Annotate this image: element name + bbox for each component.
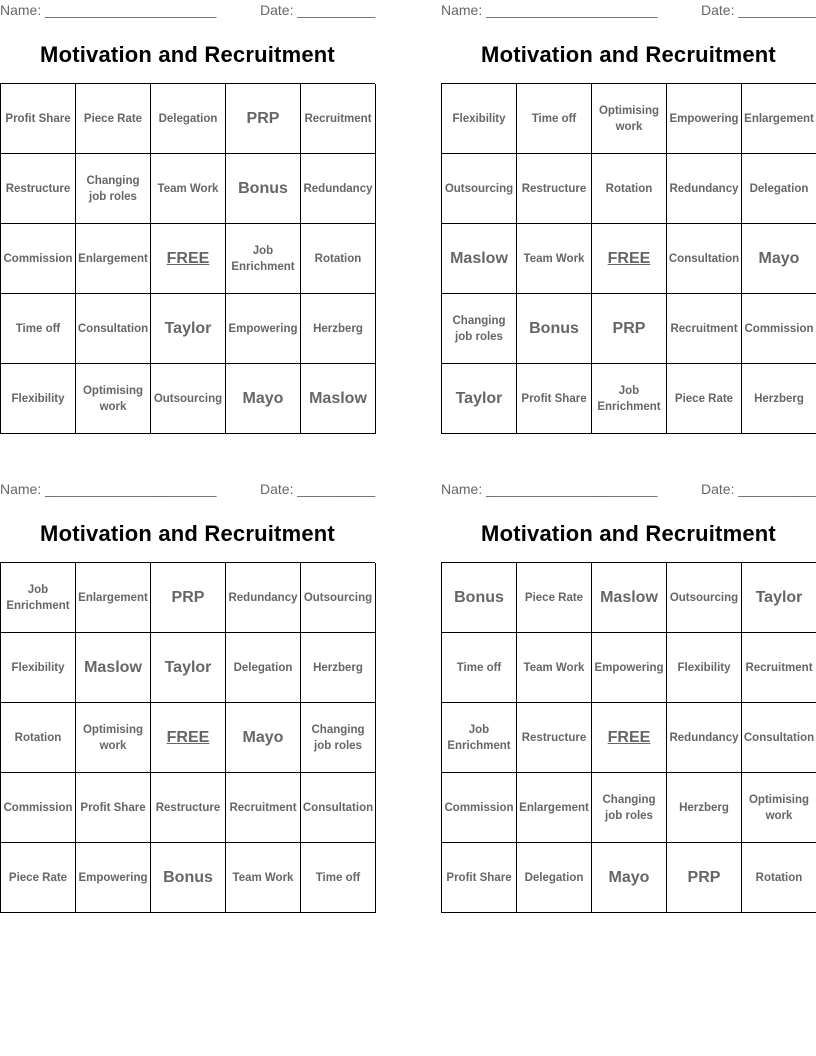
- bingo-cell: Piece Rate: [76, 84, 151, 154]
- bingo-cell: Optimising work: [742, 773, 816, 843]
- bingo-cell: Consultation: [667, 224, 742, 294]
- free-space-cell: FREE: [592, 703, 667, 773]
- bingo-cell: Enlargement: [517, 773, 592, 843]
- bingo-cell: Outsourcing: [442, 154, 517, 224]
- date-line: Date: __________: [260, 481, 376, 497]
- bingo-cell: Job Enrichment: [442, 703, 517, 773]
- free-space-cell: FREE: [592, 224, 667, 294]
- bingo-cell: Taylor: [151, 633, 226, 703]
- bingo-cell: Bonus: [151, 843, 226, 913]
- bingo-cell: Recruitment: [301, 84, 376, 154]
- bingo-cell: Time off: [517, 84, 592, 154]
- bingo-cell: Team Work: [517, 633, 592, 703]
- date-line: Date: __________: [701, 2, 816, 18]
- bingo-cell: Team Work: [226, 843, 301, 913]
- name-line: Name: ______________________: [0, 2, 217, 18]
- bingo-cell: Outsourcing: [301, 563, 376, 633]
- bingo-cell: Empowering: [667, 84, 742, 154]
- bingo-cell: Taylor: [442, 364, 517, 434]
- bingo-grid: [441, 83, 816, 434]
- bingo-cell: Flexibility: [1, 633, 76, 703]
- name-date-row: [441, 2, 816, 22]
- bingo-cell: Team Work: [151, 154, 226, 224]
- bingo-cell: Time off: [301, 843, 376, 913]
- bingo-cell: Delegation: [742, 154, 816, 224]
- bingo-cell: Recruitment: [667, 294, 742, 364]
- bingo-cell: Mayo: [226, 703, 301, 773]
- bingo-cell: Profit Share: [1, 84, 76, 154]
- bingo-cell: Enlargement: [76, 563, 151, 633]
- name-date-row: [0, 2, 375, 22]
- bingo-cell: Herzberg: [301, 633, 376, 703]
- bingo-cell: Restructure: [517, 154, 592, 224]
- bingo-cell: Profit Share: [442, 843, 517, 913]
- card-title: Motivation and Recruitment: [481, 521, 776, 546]
- bingo-cell: Time off: [442, 633, 517, 703]
- bingo-cell: Bonus: [517, 294, 592, 364]
- bingo-cell: Herzberg: [667, 773, 742, 843]
- bingo-cell: Recruitment: [742, 633, 816, 703]
- bingo-cell: PRP: [226, 84, 301, 154]
- bingo-grid: [0, 83, 375, 434]
- bingo-cell: Profit Share: [517, 364, 592, 434]
- bingo-cell: Outsourcing: [667, 563, 742, 633]
- bingo-cell: Taylor: [151, 294, 226, 364]
- bingo-cell: Piece Rate: [517, 563, 592, 633]
- bingo-cell: Redundancy: [226, 563, 301, 633]
- card-title: Motivation and Recruitment: [40, 521, 335, 546]
- bingo-cell: Flexibility: [442, 84, 517, 154]
- bingo-cell: Rotation: [742, 843, 816, 913]
- bingo-cell: Restructure: [517, 703, 592, 773]
- bingo-cell: PRP: [592, 294, 667, 364]
- bingo-cell: Delegation: [226, 633, 301, 703]
- bingo-cell: Flexibility: [1, 364, 76, 434]
- bingo-cell: Job Enrichment: [1, 563, 76, 633]
- bingo-grid: [441, 562, 816, 913]
- free-space-cell: FREE: [151, 224, 226, 294]
- bingo-cell: Delegation: [151, 84, 226, 154]
- bingo-cell: PRP: [151, 563, 226, 633]
- bingo-cell: Changing job roles: [301, 703, 376, 773]
- bingo-cell: Maslow: [442, 224, 517, 294]
- name-date-row: [0, 481, 375, 501]
- bingo-cell: Consultation: [76, 294, 151, 364]
- bingo-cell: Maslow: [301, 364, 376, 434]
- bingo-cell: Optimising work: [76, 703, 151, 773]
- free-space-cell: FREE: [151, 703, 226, 773]
- bingo-cell: Restructure: [1, 154, 76, 224]
- bingo-cell: Piece Rate: [667, 364, 742, 434]
- name-line: Name: ______________________: [0, 481, 217, 497]
- bingo-cell: Mayo: [742, 224, 816, 294]
- bingo-cell: Rotation: [592, 154, 667, 224]
- bingo-cell: Outsourcing: [151, 364, 226, 434]
- bingo-cell: Bonus: [442, 563, 517, 633]
- date-line: Date: __________: [701, 481, 816, 497]
- bingo-cell: Redundancy: [667, 154, 742, 224]
- bingo-cell: Bonus: [226, 154, 301, 224]
- bingo-cell: Restructure: [151, 773, 226, 843]
- bingo-cell: Consultation: [742, 703, 816, 773]
- bingo-cell: Commission: [1, 773, 76, 843]
- bingo-cell: Taylor: [742, 563, 816, 633]
- bingo-cell: Flexibility: [667, 633, 742, 703]
- bingo-cell: Maslow: [76, 633, 151, 703]
- bingo-cell: Commission: [742, 294, 816, 364]
- bingo-cell: Job Enrichment: [226, 224, 301, 294]
- bingo-grid: [0, 562, 375, 913]
- bingo-cell: Empowering: [592, 633, 667, 703]
- bingo-cell: Empowering: [226, 294, 301, 364]
- bingo-cell: Piece Rate: [1, 843, 76, 913]
- name-line: Name: ______________________: [441, 2, 658, 18]
- bingo-cell: Time off: [1, 294, 76, 364]
- bingo-cell: Enlargement: [76, 224, 151, 294]
- bingo-cell: Commission: [442, 773, 517, 843]
- card-title: Motivation and Recruitment: [481, 42, 776, 67]
- bingo-cell: Mayo: [226, 364, 301, 434]
- bingo-cell: Rotation: [301, 224, 376, 294]
- bingo-cell: Herzberg: [742, 364, 816, 434]
- bingo-cell: Profit Share: [76, 773, 151, 843]
- bingo-cell: Redundancy: [301, 154, 376, 224]
- bingo-cell: Delegation: [517, 843, 592, 913]
- name-date-row: [441, 481, 816, 501]
- bingo-cell: Maslow: [592, 563, 667, 633]
- bingo-cell: Changing job roles: [592, 773, 667, 843]
- bingo-cell: Consultation: [301, 773, 376, 843]
- bingo-cell: Recruitment: [226, 773, 301, 843]
- bingo-cell: Herzberg: [301, 294, 376, 364]
- bingo-cell: Optimising work: [76, 364, 151, 434]
- bingo-cell: Changing job roles: [442, 294, 517, 364]
- bingo-cell: Enlargement: [742, 84, 816, 154]
- card-title: Motivation and Recruitment: [40, 42, 335, 67]
- bingo-cell: Job Enrichment: [592, 364, 667, 434]
- bingo-cell: Optimising work: [592, 84, 667, 154]
- bingo-cell: Redundancy: [667, 703, 742, 773]
- bingo-cell: PRP: [667, 843, 742, 913]
- bingo-cell: Mayo: [592, 843, 667, 913]
- bingo-cell: Rotation: [1, 703, 76, 773]
- bingo-cell: Commission: [1, 224, 76, 294]
- date-line: Date: __________: [260, 2, 376, 18]
- bingo-cell: Empowering: [76, 843, 151, 913]
- name-line: Name: ______________________: [441, 481, 658, 497]
- bingo-cell: Team Work: [517, 224, 592, 294]
- bingo-cell: Changing job roles: [76, 154, 151, 224]
